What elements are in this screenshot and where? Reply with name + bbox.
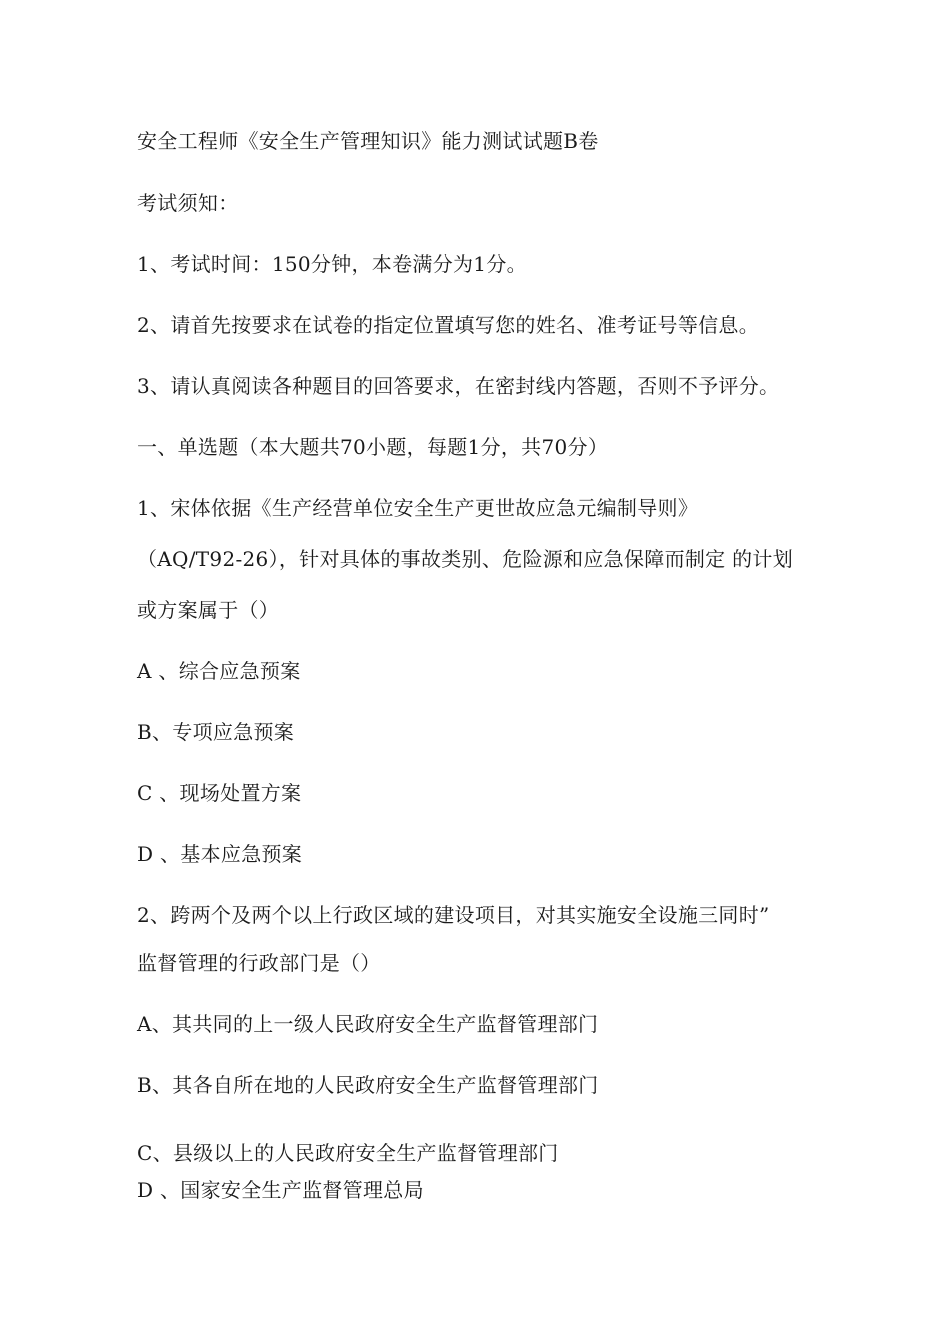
answer-option: C、县级以上的人民政府安全生产监督管理部门 <box>137 1141 559 1165</box>
answer-option: B、专项应急预案 <box>137 720 295 744</box>
answer-option: B、其各自所在地的人民政府安全生产监督管理部门 <box>137 1073 599 1097</box>
question-stem-line: （AQ/T92-26），针对具体的事故类别、危险源和应急保障而制定 的计划 <box>137 547 794 571</box>
question-stem-line: 1、宋体依据《生产经营单位安全生产更世故应急元编制导则》 <box>137 496 699 520</box>
section-heading: 一、单选题（本大题共70小题，每题1分，共70分） <box>137 435 609 459</box>
question-stem-line: 监督管理的行政部门是（） <box>137 951 381 975</box>
answer-option: C 、现场处置方案 <box>137 781 302 805</box>
answer-option: D 、国家安全生产监督管理总局 <box>137 1178 424 1202</box>
document-title: 安全工程师《安全生产管理知识》能力测试试题B卷 <box>137 129 599 153</box>
notice-heading: 考试须知： <box>137 191 239 215</box>
notice-item: 1、考试时间：150分钟，本卷满分为1分。 <box>137 252 527 276</box>
question-stem-line: 2、跨两个及两个以上行政区域的建设项目，对其实施安全设施三同时” <box>137 903 770 927</box>
answer-option: D 、基本应急预案 <box>137 842 303 866</box>
notice-item: 3、请认真阅读各种题目的回答要求，在密封线内答题，否则不予评分。 <box>137 374 780 398</box>
answer-option: A、其共同的上一级人民政府安全生产监督管理部门 <box>137 1012 599 1036</box>
question-stem-line: 或方案属于（） <box>137 598 280 622</box>
notice-item: 2、请首先按要求在试卷的指定位置填写您的姓名、准考证号等信息。 <box>137 313 760 337</box>
answer-option: A 、综合应急预案 <box>137 659 301 683</box>
